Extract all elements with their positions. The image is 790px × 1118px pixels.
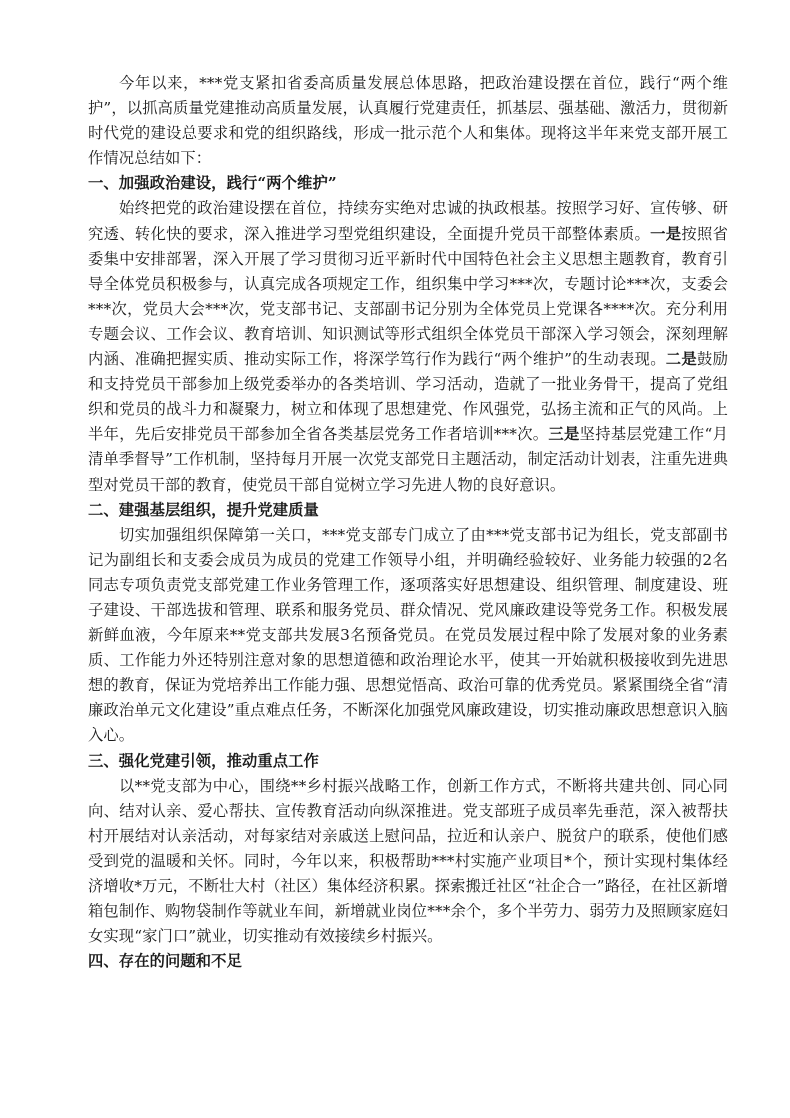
section-1-text-b: 按照省委集中安排部署，深入开展了学习贯彻习近平新时代中国特色社会主义思想主题教育，教育引导全体党员积极参与，认真完成各项规定工作，组织集中学习***次，专题讨论***次，支委会***次，党员大会***次，党支部书记、支部副书记分别为全体党员上党课各****次。充分利用专题会议、工作会议、教育培训、知识测试等形式组织全体党员干部深入学习领会，深刻理解内涵、准确把握实质、推动实际工作，将深学笃行作为践行“两个维护”的生动表现。 [88, 224, 728, 369]
section-1-text-d: 坚持基层党建工作“月清单季督导”工作机制，坚持每月开展一次党支部党日主题活动，制定活动计划表，注重先进典型对党员干部的教育，使党员干部自觉树立学习先进人物的良好意识。 [88, 425, 729, 494]
section-4-heading: 四、存在的问题和不足 [88, 952, 242, 971]
section-1-text-a: 始终把党的政治建设摆在首位，持续夯实绝对忠诚的执政根基。按照学习好、宣传够、研究透、转化快的要求，深入推进学习型党组织建设，全面提升党员干部整体素质。 [88, 199, 728, 243]
section-1-heading: 一、加强政治建设，践行“两个维护” [88, 174, 337, 193]
section-3-heading: 三、强化党建引领，推动重点工作 [88, 751, 319, 770]
section-2-heading: 二、建强基层组织，提升党建质量 [88, 500, 319, 519]
section-1-paragraph [88, 196, 728, 497]
intro-paragraph: 今年以来，***党支紧扣省委高质量发展总体思路，把政治建设摆在首位，践行“两个维护”，以抓高质量党建推动高质量发展，认真履行党建责任，抓基层、强基础、激活力，贯彻新时代党的建设总要求和党的组织路线，形成一批示范个人和集体。现将这半年来党支部开展工作情况总结如下： [88, 74, 728, 168]
section-2-paragraph: 切实加强组织保障第一关口，***党支部专门成立了由***党支部书记为组长，党支部副书记为副组长和支委会成员为成员的党建工作领导小组，并明确经验较好、业务能力较强的2名同志专项负责党支部党建工作业务管理工作，逐项落实好思想建设、组织管理、制度建设、班子建设、干部选拔和管理、联系和服务党员、群众情况、党风廉政建设等党务工作。积极发展新鲜血液，今年原来**党支部共发展3名预备党员。在党员发展过程中除了发展对象的业务素质、工作能力外还特别注意对象的思想道德和政治理论水平，使其一开始就积极接收到先进思想的教育，保证为党培养出工作能力强、思想觉悟高、政治可靠的优秀党员。紧紧围绕全省“清廉政治单元文化建设”重点难点任务，不断深化加强党风廉政建设，切实推动廉政思想意识入脑入心。 [88, 525, 728, 745]
point-two-label: 二是 [665, 350, 697, 369]
point-one-label: 一是 [650, 224, 682, 243]
section-1-text-c: 鼓励和支持党员干部参加上级党委举办的各类培训、学习活动，造就了一批业务骨干，提高了党组织和党员的战斗力和凝聚力，树立和体现了思想建党、作风强党，弘扬主流和正气的风尚。上半年，先后安排党员干部参加全省各类基层党务工作者培训***次。 [88, 350, 728, 444]
point-three-label: 三是 [548, 425, 580, 444]
section-3-paragraph: 以**党支部为中心，围绕**乡村振兴战略工作，创新工作方式，不断将共建共创、同心同向、结对认亲、爱心帮扶、宣传教育活动向纵深推进。党支部班子成员率先垂范，深入被帮扶村开展结对认亲活动，对每家结对亲戚送上慰问品，拉近和认亲户、脱贫户的联系，使他们感受到党的温暖和关怀。同时，今年以来，积极帮助***村实施产业项目*个，预计实现村集体经济增收*万元，不断壮大村（社区）集体经济积累。探索搬迁社区“社企合一”路径，在社区新增箱包制作、购物袋制作等就业车间，新增就业岗位***余个，多个半劳力、弱劳力及照顾家庭妇女实现“家门口”就业，切实推动有效接续乡村振兴。 [88, 776, 728, 946]
